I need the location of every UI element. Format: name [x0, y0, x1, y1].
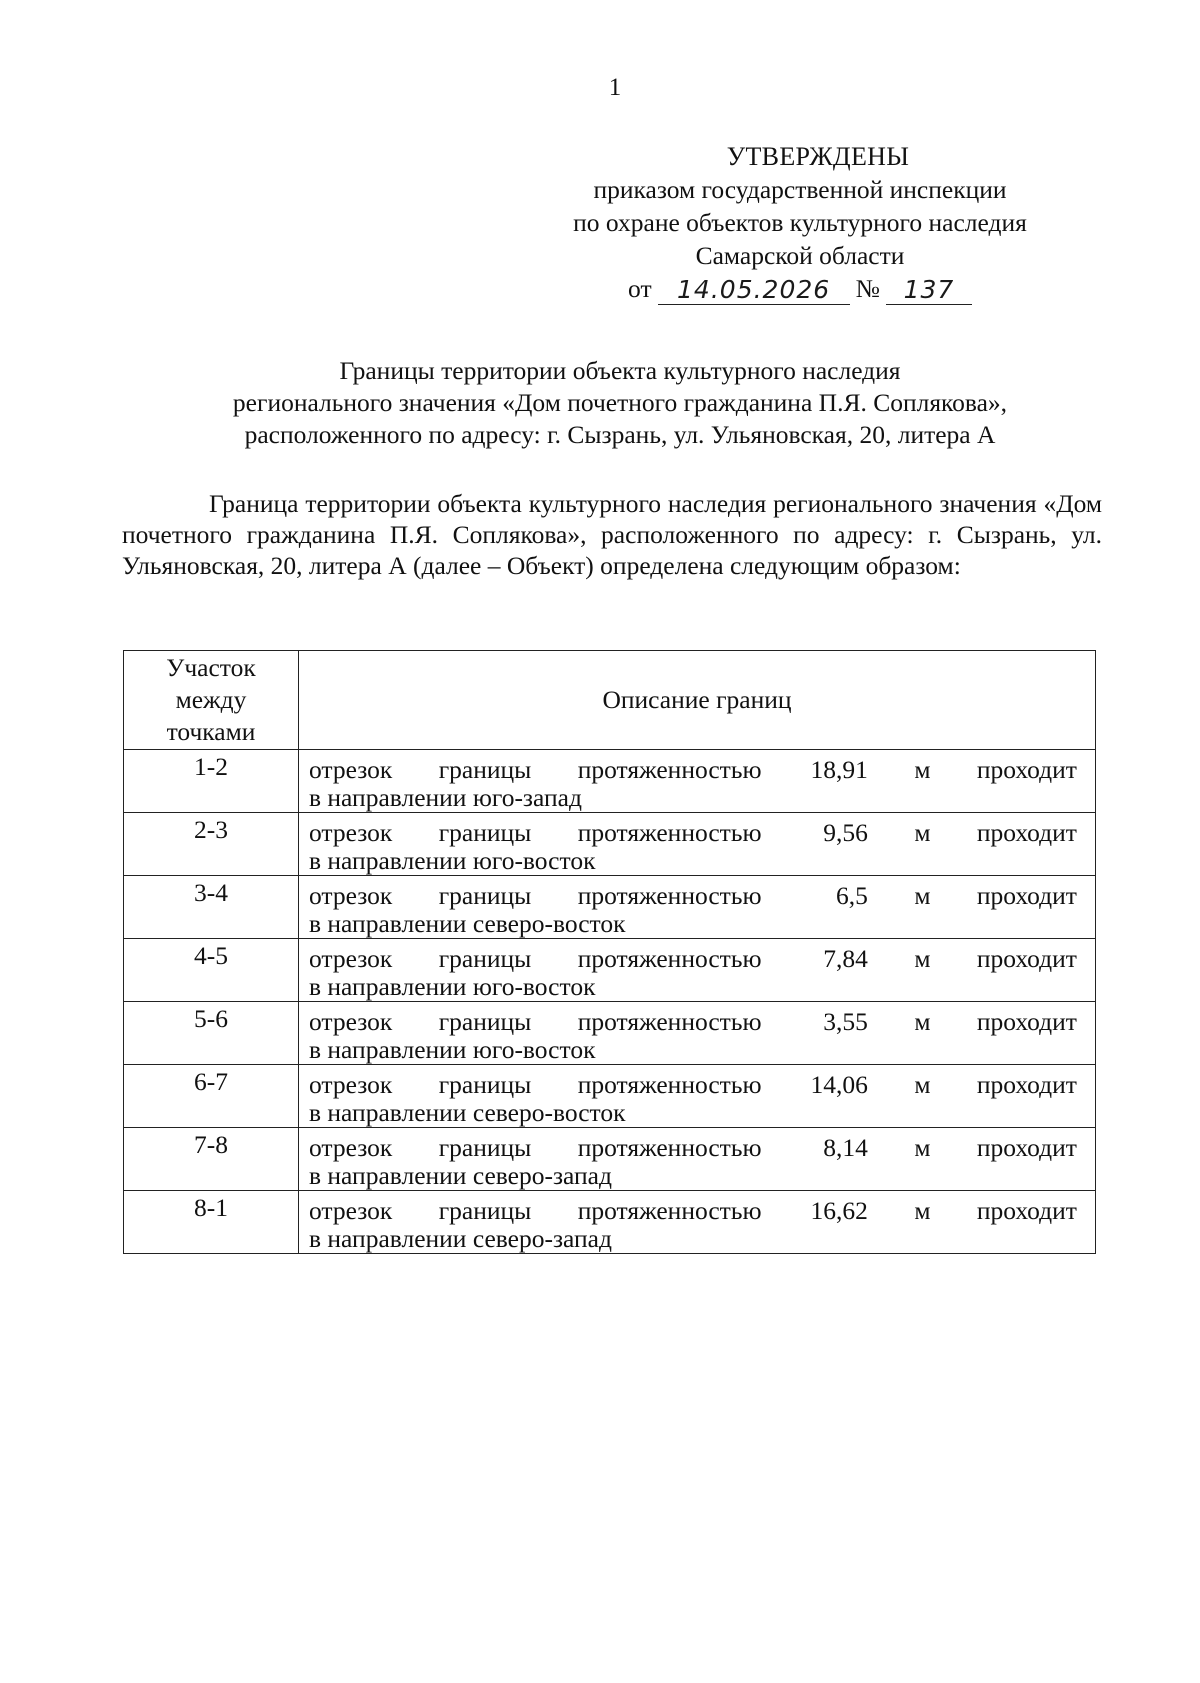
- table-row: [124, 1065, 1096, 1128]
- word-length-label: протяженностью: [577, 755, 762, 784]
- description-line-1: [309, 1008, 1077, 1036]
- table-row: [124, 876, 1096, 939]
- description-line-1: [309, 1134, 1077, 1162]
- word-boundary: границы: [438, 755, 532, 784]
- direction-text: в направлении юго-запад: [309, 783, 582, 812]
- approval-line-1: приказом государственной инспекции: [593, 175, 1007, 204]
- table-header-row: [124, 651, 1096, 750]
- segment-cell: 6-7: [124, 1065, 299, 1128]
- date-prefix: от: [628, 274, 652, 303]
- length-unit: м: [914, 1007, 931, 1036]
- word-passes: проходит: [976, 818, 1077, 847]
- direction-text: в направлении юго-восток: [309, 846, 596, 875]
- word-length-label: протяженностью: [577, 881, 762, 910]
- description-line-1: [309, 945, 1077, 973]
- table-row: [124, 1191, 1096, 1254]
- word-boundary: границы: [438, 1196, 532, 1225]
- word-passes: проходит: [976, 1070, 1077, 1099]
- word-passes: проходит: [976, 755, 1077, 784]
- table-row: [124, 939, 1096, 1002]
- description-line-1: [309, 1071, 1077, 1099]
- word-segment: отрезок: [309, 1070, 393, 1099]
- header-segment: [124, 651, 299, 750]
- word-length-label: протяженностью: [577, 1196, 762, 1225]
- segment-cell: 7-8: [124, 1128, 299, 1191]
- word-passes: проходит: [976, 1196, 1077, 1225]
- word-length-label: протяженностью: [577, 1070, 762, 1099]
- description-cell: [299, 1065, 1096, 1128]
- description-line-1: [309, 1197, 1077, 1225]
- word-length-label: протяженностью: [577, 1133, 762, 1162]
- word-boundary: границы: [438, 881, 532, 910]
- approval-heading: УТВЕРЖДЕНЫ: [726, 142, 910, 171]
- segment-cell: 1-2: [124, 750, 299, 813]
- number-prefix: №: [855, 274, 880, 303]
- word-boundary: границы: [438, 944, 532, 973]
- direction-text: в направлении северо-восток: [309, 909, 626, 938]
- length-unit: м: [914, 881, 931, 910]
- title-line-1: Границы территории объекта культурного наследия: [339, 356, 901, 385]
- page-number: 1: [608, 74, 622, 101]
- title-line-3: расположенного по адресу: г. Сызрань, ул. Ульяновская, 20, литера А: [244, 420, 996, 449]
- header-segment-line-1: Участок: [166, 653, 256, 682]
- direction-text: в направлении северо-восток: [309, 1098, 626, 1127]
- description-cell: [299, 939, 1096, 1002]
- table-row: [124, 813, 1096, 876]
- length-unit: м: [914, 1133, 931, 1162]
- word-boundary: границы: [438, 1133, 532, 1162]
- header-segment-line-3: точками: [166, 717, 256, 746]
- length-unit: м: [914, 944, 931, 973]
- title-line-2: регионального значения «Дом почетного гражданина П.Я. Соплякова»,: [232, 388, 1008, 417]
- length-unit: м: [914, 1070, 931, 1099]
- length-value: 3,55: [823, 1007, 868, 1036]
- handwritten-number: 137: [886, 276, 972, 305]
- word-segment: отрезок: [309, 755, 393, 784]
- header-description: Описание границ: [299, 651, 1096, 750]
- direction-text: в направлении северо-запад: [309, 1161, 612, 1190]
- length-value: 14,06: [810, 1070, 868, 1099]
- segment-cell: 4-5: [124, 939, 299, 1002]
- length-value: 6,5: [836, 881, 868, 910]
- word-boundary: границы: [438, 818, 532, 847]
- word-segment: отрезок: [309, 1133, 393, 1162]
- description-line-1: [309, 882, 1077, 910]
- word-segment: отрезок: [309, 881, 393, 910]
- word-segment: отрезок: [309, 944, 393, 973]
- length-unit: м: [914, 755, 931, 784]
- word-passes: проходит: [976, 1133, 1077, 1162]
- description-cell: [299, 1191, 1096, 1254]
- word-boundary: границы: [438, 1007, 532, 1036]
- intro-paragraph: Граница территории объекта культурного наследия регионального значения «Дом почетного гражданина П.Я. Соплякова», расположенного по адресу: г. Сызрань, ул. Ульяновская, 20, литера А (далее – Объект) определена следующим образом:: [122, 489, 1102, 580]
- direction-text: в направлении юго-восток: [309, 1035, 596, 1064]
- length-value: 18,91: [810, 755, 868, 784]
- approval-line-2: по охране объектов культурного наследия: [573, 208, 1027, 237]
- segment-cell: 8-1: [124, 1191, 299, 1254]
- length-unit: м: [914, 818, 931, 847]
- length-unit: м: [914, 1196, 931, 1225]
- length-value: 7,84: [823, 944, 868, 973]
- description-cell: [299, 1128, 1096, 1191]
- document-title: [120, 355, 1120, 451]
- length-value: 9,56: [823, 818, 868, 847]
- handwritten-date: 14.05.2026: [658, 276, 850, 305]
- word-segment: отрезок: [309, 818, 393, 847]
- word-segment: отрезок: [309, 1196, 393, 1225]
- segment-cell: 3-4: [124, 876, 299, 939]
- approval-date-line: [530, 272, 1070, 305]
- direction-text: в направлении юго-восток: [309, 972, 596, 1001]
- description-line-1: [309, 819, 1077, 847]
- direction-text: в направлении северо-запад: [309, 1224, 612, 1253]
- segment-cell: 2-3: [124, 813, 299, 876]
- table-row: [124, 750, 1096, 813]
- word-passes: проходит: [976, 881, 1077, 910]
- word-segment: отрезок: [309, 1007, 393, 1036]
- approval-line-3: Самарской области: [695, 241, 905, 270]
- boundaries-table: [123, 650, 1096, 1254]
- word-boundary: границы: [438, 1070, 532, 1099]
- approval-block: [530, 140, 1070, 305]
- header-segment-line-2: между: [175, 685, 247, 714]
- word-length-label: протяженностью: [577, 1007, 762, 1036]
- description-line-1: [309, 756, 1077, 784]
- description-cell: [299, 813, 1096, 876]
- word-passes: проходит: [976, 1007, 1077, 1036]
- table-row: [124, 1002, 1096, 1065]
- length-value: 16,62: [810, 1196, 868, 1225]
- description-cell: [299, 1002, 1096, 1065]
- word-length-label: протяженностью: [577, 818, 762, 847]
- word-passes: проходит: [976, 944, 1077, 973]
- word-length-label: протяженностью: [577, 944, 762, 973]
- length-value: 8,14: [823, 1133, 868, 1162]
- table-row: [124, 1128, 1096, 1191]
- segment-cell: 5-6: [124, 1002, 299, 1065]
- description-cell: [299, 750, 1096, 813]
- description-cell: [299, 876, 1096, 939]
